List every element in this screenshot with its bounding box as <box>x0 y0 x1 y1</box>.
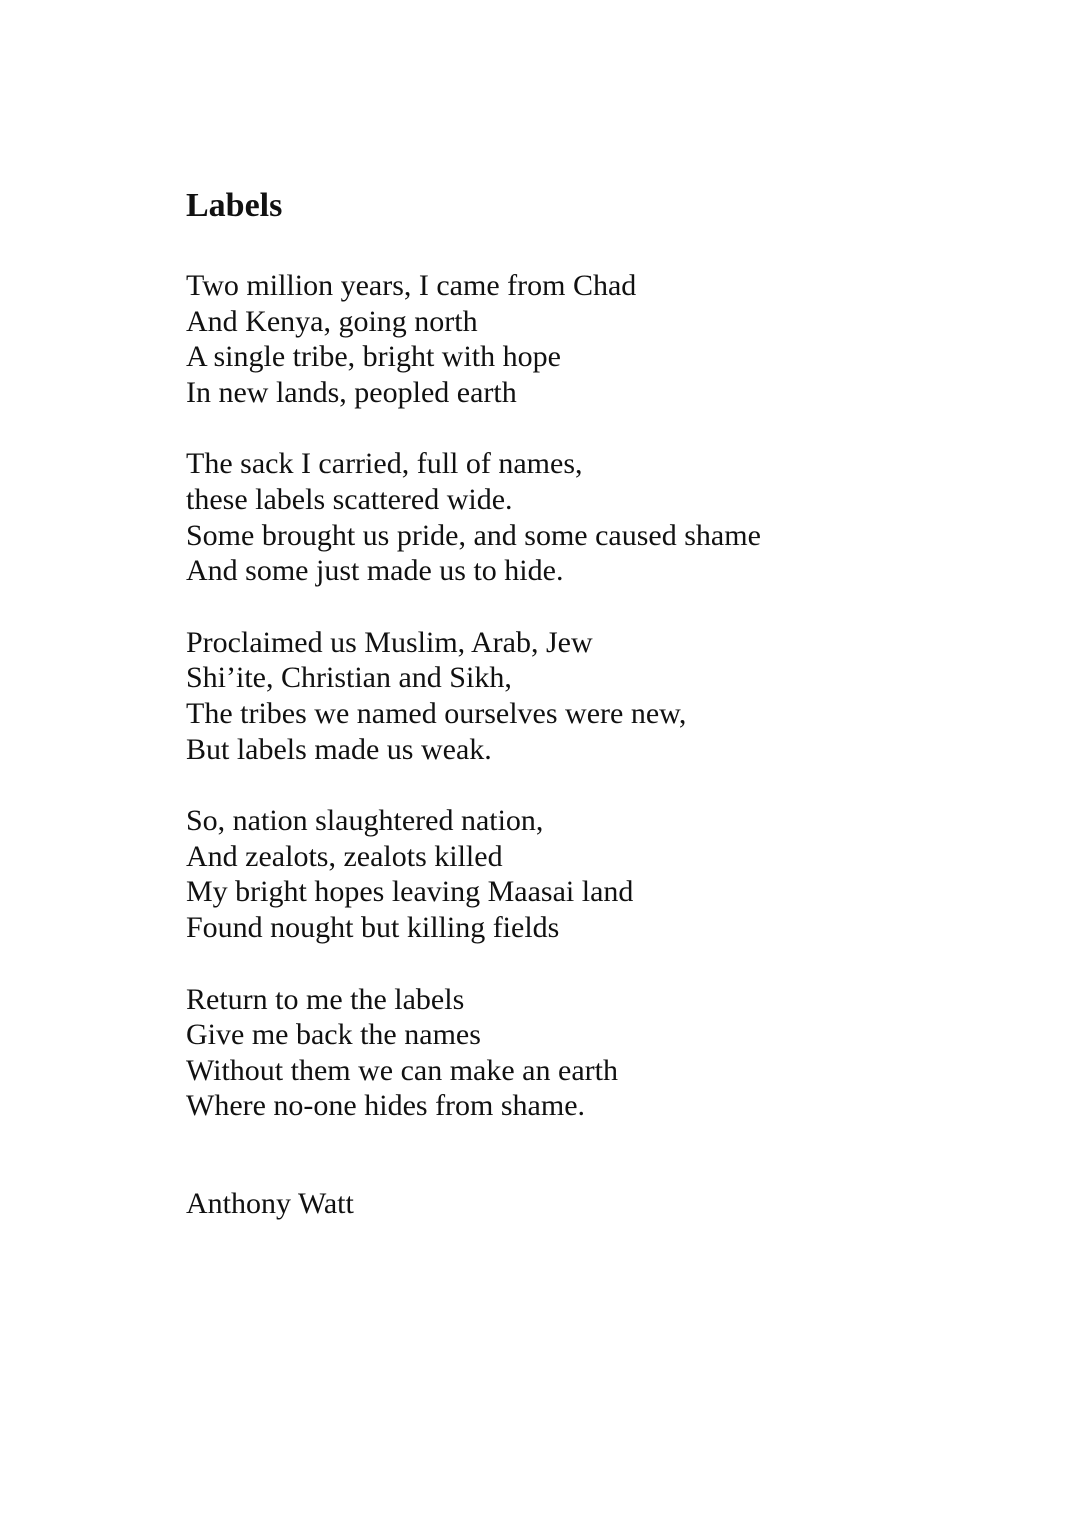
poem-line: Two million years, I came from Chad <box>186 269 637 302</box>
stanza-2 <box>186 446 1006 588</box>
stanza-4 <box>186 803 1006 945</box>
poem-body <box>186 268 1006 1124</box>
poem-line: And some just made us to hide. <box>186 554 564 588</box>
poem-line: So, nation slaughtered nation, <box>186 804 544 838</box>
poem-line: But labels made us weak. <box>186 732 492 766</box>
poem-line: Shi’ite, Christian and Sikh, <box>186 661 512 695</box>
poem-line: My bright hopes leaving Maasai land <box>186 875 634 909</box>
poem-line: A single tribe, bright with hope <box>186 340 561 374</box>
poem-line: Some brought us pride, and some caused shame <box>186 518 761 552</box>
poem-line: Where no-one hides from shame. <box>186 1089 586 1123</box>
poem-title: Labels <box>186 187 283 224</box>
poem-line: Found nought but killing fields <box>186 910 560 944</box>
stanza-3 <box>186 625 1006 767</box>
poem-line: And Kenya, going north <box>186 304 478 338</box>
poem-line: these labels scattered wide. <box>186 482 513 516</box>
poem-line: And zealots, zealots killed <box>186 839 503 873</box>
poem-line: In new lands, peopled earth <box>186 375 517 409</box>
poem-page <box>186 186 1006 1220</box>
poem-line: Return to me the labels <box>186 982 465 1016</box>
stanza-1 <box>186 268 1006 410</box>
poem-author: Anthony Watt <box>186 1187 354 1220</box>
poem-line: Give me back the names <box>186 1018 481 1052</box>
poem-line: The sack I carried, full of names, <box>186 447 583 481</box>
stanza-5 <box>186 982 1006 1124</box>
poem-line: The tribes we named ourselves were new, <box>186 696 687 730</box>
poem-line: Without them we can make an earth <box>186 1053 618 1087</box>
poem-line: Proclaimed us Muslim, Arab, Jew <box>186 625 593 659</box>
